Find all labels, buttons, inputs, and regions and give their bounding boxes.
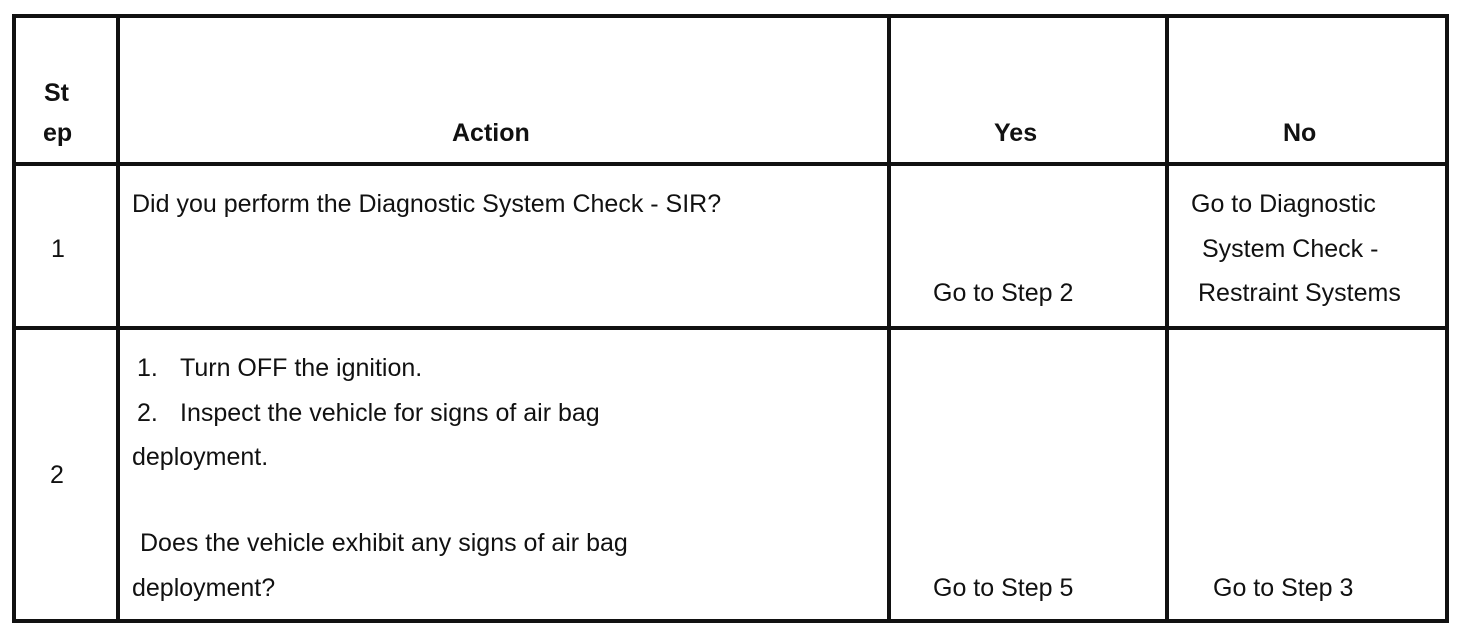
step-number: 2 — [50, 461, 64, 489]
no-result-line2: System Check - — [1202, 235, 1379, 263]
header-step-line2: ep — [43, 119, 73, 147]
step-number: 1 — [51, 235, 65, 263]
header-step-cell — [16, 18, 116, 162]
no-result-line1: Go to Diagnostic — [1191, 190, 1376, 218]
action-text: Did you perform the Diagnostic System Check - SIR? — [132, 190, 722, 218]
action-item-text: Inspect the vehicle for signs of air bag — [180, 399, 600, 427]
action-item-number: 1. — [137, 354, 158, 382]
header-action: Action — [452, 119, 530, 147]
header-yes: Yes — [994, 119, 1038, 147]
header-action-cell — [120, 18, 887, 162]
table-row — [16, 330, 1445, 619]
header-step-line1: St — [44, 79, 69, 107]
yes-result: Go to Step 5 — [933, 574, 1074, 602]
header-yes-cell — [891, 18, 1165, 162]
no-result: Go to Step 3 — [1213, 574, 1354, 602]
action-question-line2: deployment? — [132, 574, 276, 602]
action-item-text: Turn OFF the ignition. — [180, 354, 423, 382]
yes-result: Go to Step 2 — [933, 279, 1074, 307]
table-row — [16, 166, 1445, 326]
diagnostic-table — [12, 14, 1449, 623]
action-item-continuation: deployment. — [132, 443, 269, 471]
header-no: No — [1283, 119, 1317, 147]
action-item-number: 2. — [137, 399, 158, 427]
header-no-cell — [1169, 18, 1445, 162]
no-result-line3: Restraint Systems — [1198, 279, 1401, 307]
action-question-line1: Does the vehicle exhibit any signs of air bag — [140, 529, 628, 557]
